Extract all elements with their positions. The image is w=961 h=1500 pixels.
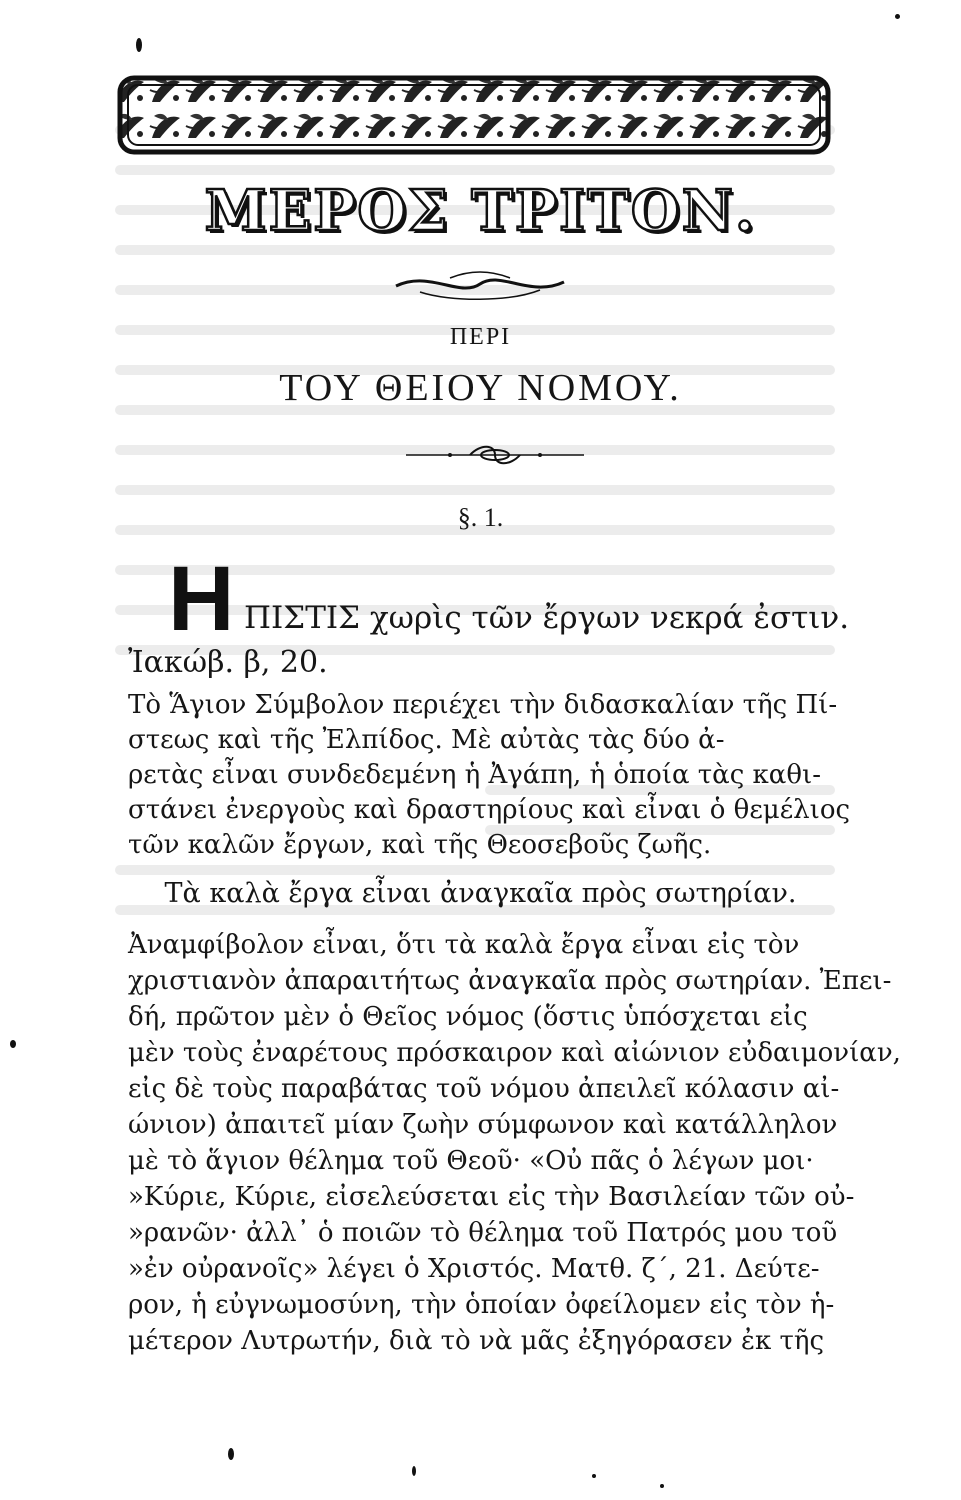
dust-speck — [412, 1466, 416, 1476]
paragraph-2-line: »Κύριε, Κύριε, εἰσελεύσεται εἰς τὴν Βασιλείαν τῶν οὐ- — [128, 1182, 855, 1212]
subheading: Τὰ καλὰ ἔργα εἶναι ἀναγκαῖα πρὸς σωτηρίαν. — [164, 878, 797, 909]
dust-speck — [136, 38, 142, 52]
paragraph-1-line: στάνει ἐνεργοὺς καὶ δραστηρίους καὶ εἶναι ὁ θεμέλιος — [128, 795, 851, 825]
paragraph-2-line: ώνιον) ἀπαιτεῖ μίαν ζωὴν σύμφωνον καὶ κατάλληλον — [128, 1110, 838, 1140]
dust-speck — [895, 14, 900, 19]
dust-speck — [228, 1448, 234, 1460]
part-title: ΜΕΡΟΣ ΤΡΙΤΟΝ. — [204, 178, 757, 244]
epigraph-reference: Ἰακώβ. β, 20. — [128, 645, 328, 680]
paragraph-2-line: μὲν τοὺς ἐναρέτους πρόσκαιρον καὶ αἰώνιον εὐδαιμονίαν, — [128, 1038, 901, 1068]
paragraph-2-line: Ἀναμφίβολον εἶναι, ὅτι τὰ καλὰ ἔργα εἶναι εἰς τὸν — [128, 930, 800, 960]
ornamental-header-band — [112, 72, 836, 158]
paragraph-1-line: στεως καὶ τῆς Ἐλπίδος. Μὲ αὐτὰς τὰς δύο ἀ- — [128, 725, 725, 755]
ornamental-header-band-icon — [112, 72, 836, 158]
paragraph-2-line: μὲ τὸ ἅγιον θέλημα τοῦ Θεοῦ· «Οὐ πᾶς ὁ λέγων μοι· — [128, 1146, 814, 1176]
paragraph-2-line: »ρανῶν· ἀλλ᾽ ὁ ποιῶν τὸ θέλημα τοῦ Πατρός μου τοῦ — [128, 1218, 838, 1248]
paragraph-2-line: ρον, ἡ εὐγνωμοσύνη, τὴν ὁποίαν ὀφείλομεν εἰς τὸν ἡ- — [128, 1290, 835, 1320]
paragraph-1-line: τῶν καλῶν ἔργων, καὶ τῆς Θεοσεβοῦς ζωῆς. — [128, 830, 712, 860]
epigraph-text: ΠΙΣΤΙΣ χωρὶς τῶν ἔργων νεκρά ἐστιν. — [244, 600, 850, 636]
heading-topic: ΤΟΥ ΘΕΙΟΥ ΝΟΜΟΥ. — [279, 367, 682, 409]
paragraph-1-line: Τὸ Ἅγιον Σύμβολον περιέχει τὴν διδασκαλίαν τῆς Πί- — [128, 690, 838, 720]
flourish-rule — [400, 444, 590, 466]
paragraph-1-line: ρετὰς εἶναι συνδεδεμένη ἡ Ἀγάπη, ἡ ὁποία τὰς καθι- — [128, 760, 821, 790]
paragraph-2-line: δή, πρῶτον μὲν ὁ Θεῖος νόμος (ὅστις ὑπόσχεται εἰς — [128, 1002, 808, 1032]
drop-cap: Η — [168, 548, 235, 650]
swash-ornament — [390, 268, 570, 302]
paragraph-2-line: εἰς δὲ τοὺς παραβάτας τοῦ νόμου ἀπειλεῖ κόλασιν αἰ- — [128, 1074, 840, 1104]
paragraph-2-line: »ἐν οὐρανοῖς» λέγει ὁ Χριστός. Ματθ. ζ΄, 21. Δεύτε- — [128, 1254, 820, 1284]
dust-speck — [592, 1474, 596, 1478]
paragraph-2-line: μέτερον Λυτρωτήν, διὰ τὸ νὰ μᾶς ἐξηγόρασεν ἐκ τῆς — [128, 1326, 825, 1356]
heading-peri: ΠΕΡΙ — [449, 324, 512, 350]
paragraph-2-line: χριστιανὸν ἀπαραιτήτως ἀναγκαῖα πρὸς σωτηρίαν. Ἐπει- — [128, 966, 892, 996]
dust-speck — [10, 1040, 16, 1048]
dust-speck — [660, 1484, 664, 1488]
section-mark: §. 1. — [457, 503, 504, 532]
